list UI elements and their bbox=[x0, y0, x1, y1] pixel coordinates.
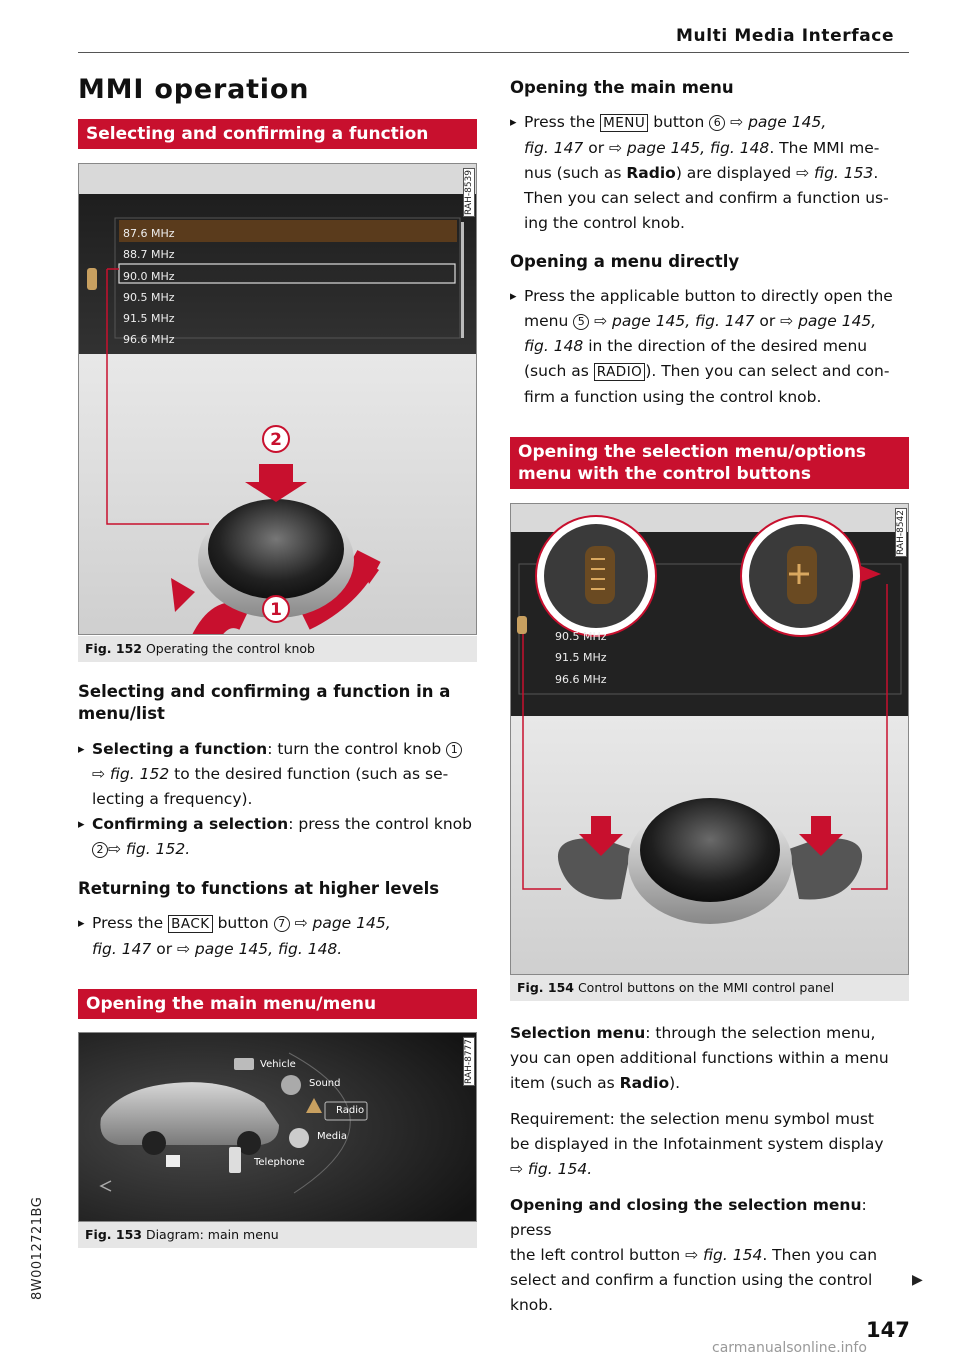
callout-2: 2 bbox=[270, 430, 282, 450]
figure-154-caption bbox=[510, 975, 909, 1001]
caption-text: Operating the control knob bbox=[145, 641, 315, 656]
callout-1-ref: 1 bbox=[446, 742, 462, 758]
back-key: BACK bbox=[168, 915, 213, 933]
list-item: 96.6 MHz bbox=[555, 672, 607, 686]
menu-item-radio: Radio bbox=[336, 1105, 365, 1116]
figure-152-caption bbox=[78, 636, 477, 662]
section-banner-selection-menu: Opening the selection menu/options menu with the control buttons bbox=[510, 437, 909, 489]
callout-2-ref: 2 bbox=[92, 842, 108, 858]
paragraph-requirement: Requirement: the selection menu symbol must be displayed in the Infotainment system display ⇨ fig. 154. bbox=[510, 1110, 884, 1178]
telephone-icon bbox=[229, 1147, 241, 1173]
watermark: carmanualsonline.info bbox=[712, 1340, 867, 1356]
menu-item-vehicle: Vehicle bbox=[260, 1059, 296, 1070]
continue-arrow-icon: ▶ bbox=[912, 1272, 923, 1288]
subheading-returning: Returning to functions at higher levels bbox=[78, 879, 440, 898]
caption-text: Control buttons on the MMI control panel bbox=[577, 980, 835, 995]
sound-icon bbox=[281, 1075, 301, 1095]
list-item: 96.6 MHz bbox=[123, 333, 175, 347]
document-id: 8W0012721BG bbox=[30, 1196, 45, 1300]
callout-1: 1 bbox=[270, 600, 282, 620]
figure-code: RAH-8542 bbox=[896, 510, 906, 555]
media-icon bbox=[289, 1128, 309, 1148]
list-item: 91.5 MHz bbox=[555, 651, 607, 665]
caption-number: Fig. 154 bbox=[517, 980, 574, 995]
subheading-menu-directly: Opening a menu directly bbox=[510, 252, 740, 271]
menu-item-media: Media bbox=[317, 1131, 348, 1142]
bullet-menu-button: ▸ Press the MENU button 6 ⇨ page 145, fig. 147 or ⇨ page 145, fig. 148. The MMI me- nus (such as Radio) are displayed ⇨ fig. 153. Then you can select and confirm a function us- ing the control knob. bbox=[510, 110, 910, 236]
page-number: 147 bbox=[866, 1318, 910, 1342]
vehicle-icon bbox=[234, 1058, 254, 1070]
callout-6-ref: 6 bbox=[709, 115, 725, 131]
running-header: Multi Media Interface bbox=[676, 26, 895, 46]
paragraph-selection-menu: Selection menu: through the selection menu, you can open additional functions within a menu item (such as Radio). bbox=[510, 1024, 889, 1092]
section-banner-selecting: Selecting and confirming a function bbox=[78, 119, 477, 149]
bullet-confirming-selection: ▸ Confirming a selection: press the control knob 2 ⇨ fig. 152. bbox=[78, 812, 478, 862]
figure-code: RAH-8777 bbox=[464, 1039, 474, 1084]
flag-icon bbox=[166, 1155, 180, 1167]
paragraph-open-close: Opening and closing the selection menu: press the left control button ⇨ fig. 154. Then you can select and confirm a function using the control knob. bbox=[510, 1196, 878, 1314]
caption-number: Fig. 153 bbox=[85, 1227, 142, 1242]
figure-152 bbox=[78, 163, 477, 635]
bullet-back: ▸ Press the BACK button 7 ⇨ page 145, fig. 147 or ⇨ page 145, fig. 148. bbox=[78, 911, 478, 962]
header-rule bbox=[78, 52, 909, 53]
list-item: 88.7 MHz bbox=[123, 248, 175, 262]
caption-text: Diagram: main menu bbox=[145, 1227, 279, 1242]
figure-153-caption bbox=[78, 1222, 477, 1248]
bullet-selecting-function: ▸ Selecting a function: turn the control knob 1 ⇨ fig. 152 to the desired function (such as se- lecting a frequency). bbox=[78, 737, 478, 812]
caption-number: Fig. 152 bbox=[85, 641, 142, 656]
callout-7-ref: 7 bbox=[274, 916, 290, 932]
list-item: 87.6 MHz bbox=[123, 227, 175, 240]
list-item: 90.5 MHz bbox=[123, 290, 175, 304]
control-buttons-illustration bbox=[511, 504, 909, 975]
figure-153 bbox=[78, 1032, 477, 1222]
subheading-main-menu: Opening the main menu bbox=[510, 78, 734, 97]
figure-154 bbox=[510, 503, 909, 975]
list-item: 91.5 MHz bbox=[123, 312, 175, 326]
menu-item-telephone: Telephone bbox=[254, 1157, 305, 1168]
subheading-selecting: Selecting and confirming a function in a menu/list bbox=[78, 682, 451, 723]
page-title: MMI operation bbox=[78, 74, 310, 105]
bullet-menu-directly: ▸ Press the applicable button to directly open the menu 5 ⇨ page 145, fig. 147 or ⇨ page 145, fig. 148 in the direction of the desired menu (such as RADIO ). Then you can select and con- firm a function using the control knob. bbox=[510, 284, 910, 410]
menu-item-sound: Sound bbox=[309, 1078, 341, 1089]
menu-key: MENU bbox=[600, 114, 648, 132]
figure-code: RAH-8539 bbox=[464, 170, 474, 215]
callout-5-ref: 5 bbox=[573, 314, 589, 330]
section-banner-main-menu: Opening the main menu/menu bbox=[78, 989, 477, 1019]
radio-key: RADIO bbox=[594, 363, 646, 381]
list-item: 90.0 MHz bbox=[123, 269, 175, 283]
list-item: 90.5 MHz bbox=[555, 630, 607, 643]
